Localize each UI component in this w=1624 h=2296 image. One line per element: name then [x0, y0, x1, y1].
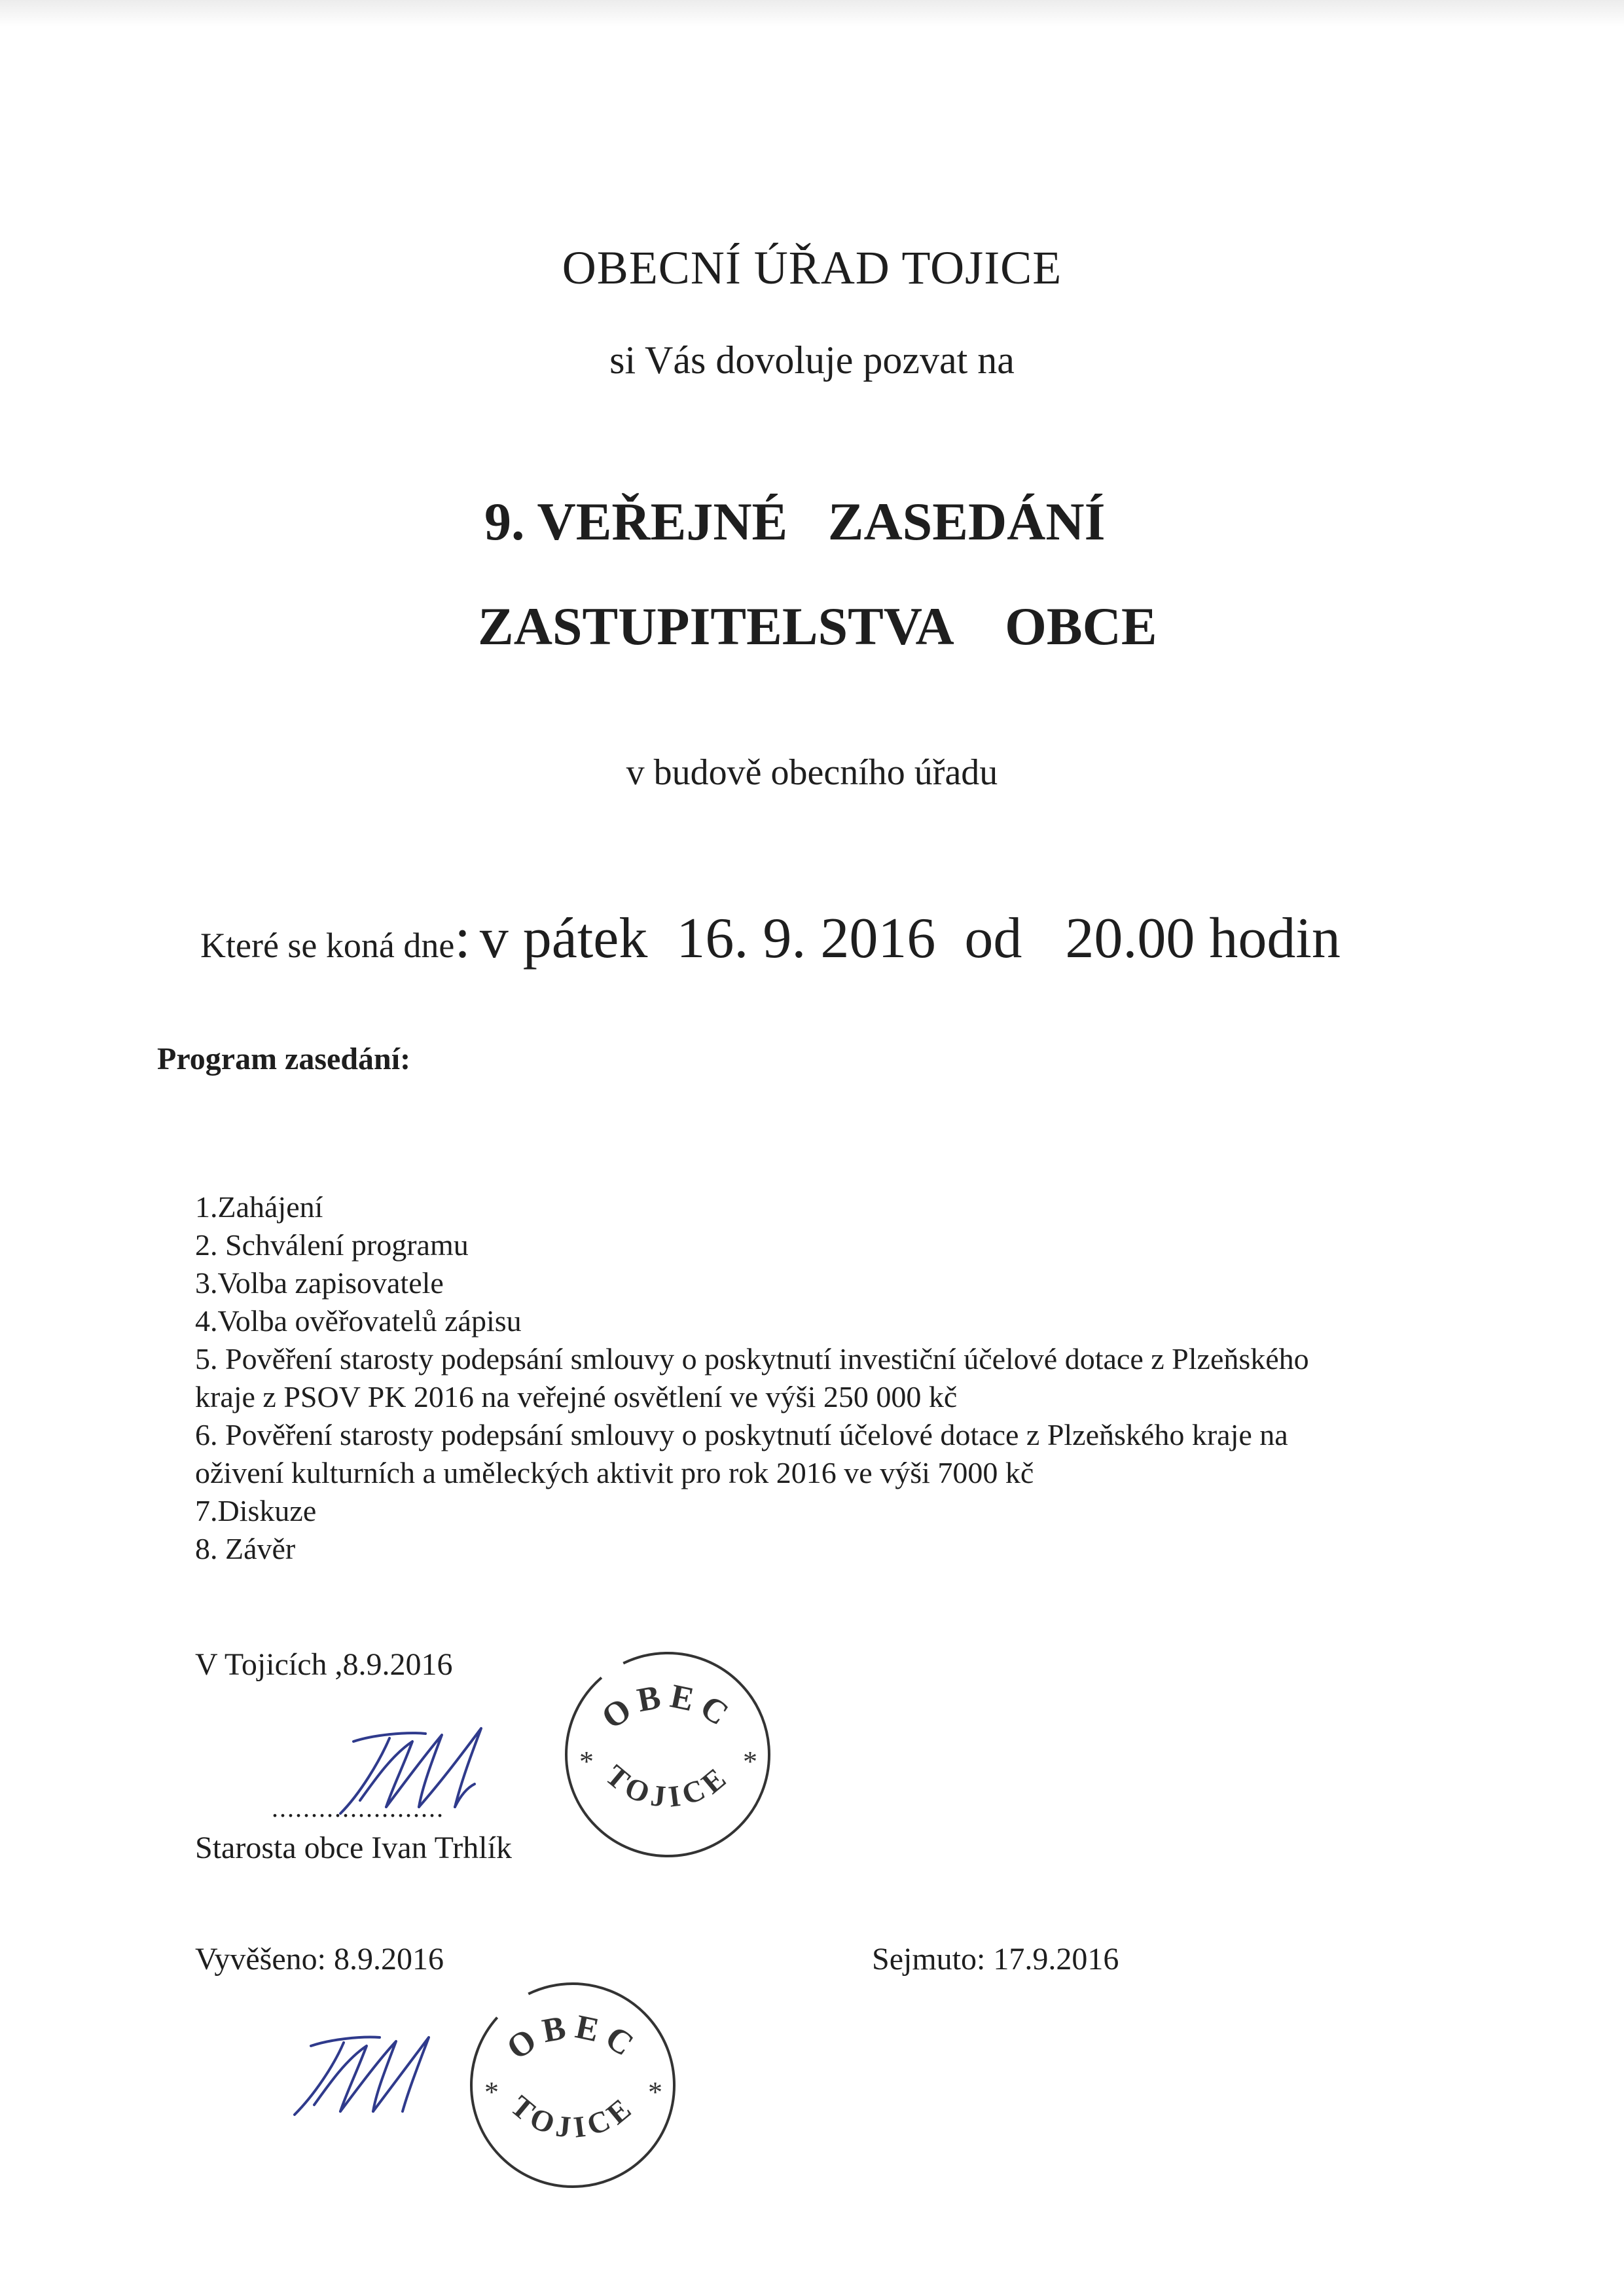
stamp-star-right: *: [743, 1745, 757, 1777]
stamp-top-text: OBEC: [595, 1677, 740, 1737]
meeting-title-line-1: 9. VEŘEJNÉ ZASEDÁNÍ: [484, 492, 1106, 551]
meeting-date-value: v pátek 16. 9. 2016 od 20.00 hodin: [479, 907, 1341, 970]
program-item: 1.Zahájení: [195, 1190, 323, 1224]
meeting-date-label: Které se koná dne: [200, 926, 455, 965]
office-heading: OBECNÍ ÚŘAD TOJICE: [562, 242, 1062, 294]
program-item: 7.Diskuze: [195, 1494, 317, 1527]
stamp-star-left: *: [579, 1745, 594, 1777]
posted-date: Vyvěšeno: 8.9.2016: [195, 1942, 444, 1977]
scan-edge-shadow: [0, 0, 1624, 26]
stamp-top-text: OBEC: [500, 2008, 645, 2068]
signer-name: Starosta obce Ivan Trhlík: [195, 1831, 512, 1865]
signature-line: ......................: [272, 1793, 444, 1823]
svg-text:OBEC: [500, 2008, 645, 2067]
stamp-bottom-text: TOJICE: [504, 2088, 641, 2145]
program-heading: Program zasedání:: [157, 1042, 411, 1076]
program-item: 3.Volba zapisovatele: [195, 1266, 444, 1300]
municipal-stamp-2: [465, 1977, 681, 2193]
meeting-date-line: [195, 894, 1341, 972]
svg-text:OBEC: [595, 1677, 740, 1736]
svg-text:TOJICE: [600, 1758, 736, 1813]
program-item: 4.Volba ověřovatelů zápisu: [195, 1304, 522, 1338]
meeting-title-line-2: ZASTUPITELSTVA OBCE: [478, 596, 1157, 656]
program-list: [195, 1188, 1439, 1568]
meeting-date-colon: :: [454, 907, 471, 970]
program-item: 6. Pověření starosty podepsání smlouvy o poskytnutí účelové dotace z Plzeňského kraje na oživení kulturních a uměleckých aktivit pro rok 2016 ve výši 7000 kč: [195, 1418, 1288, 1489]
mayor-signature-2: [275, 2023, 445, 2121]
venue-line: v budově obecního úřadu: [626, 752, 998, 793]
stamp-bottom-text: TOJICE: [599, 1758, 736, 1814]
removed-date: Sejmuto: 17.9.2016: [872, 1942, 1119, 1977]
stamp-star-right: *: [648, 2076, 662, 2108]
program-item: 8. Závěr: [195, 1532, 296, 1565]
municipal-stamp-1: [560, 1647, 776, 1863]
program-item: 5. Pověření starosty podepsání smlouvy o poskytnutí investiční účelové dotace z Plzeňského kraje z PSOV PK 2016 na veřejné osvětlení ve výši 250 000 kč: [195, 1342, 1309, 1413]
invitation-line: si Vás dovoluje pozvat na: [609, 338, 1015, 382]
stamp-star-left: *: [484, 2076, 499, 2108]
place-and-date: V Tojicích ,8.9.2016: [195, 1647, 453, 1682]
program-item: 2. Schválení programu: [195, 1228, 469, 1262]
svg-text:TOJICE: [505, 2088, 641, 2144]
